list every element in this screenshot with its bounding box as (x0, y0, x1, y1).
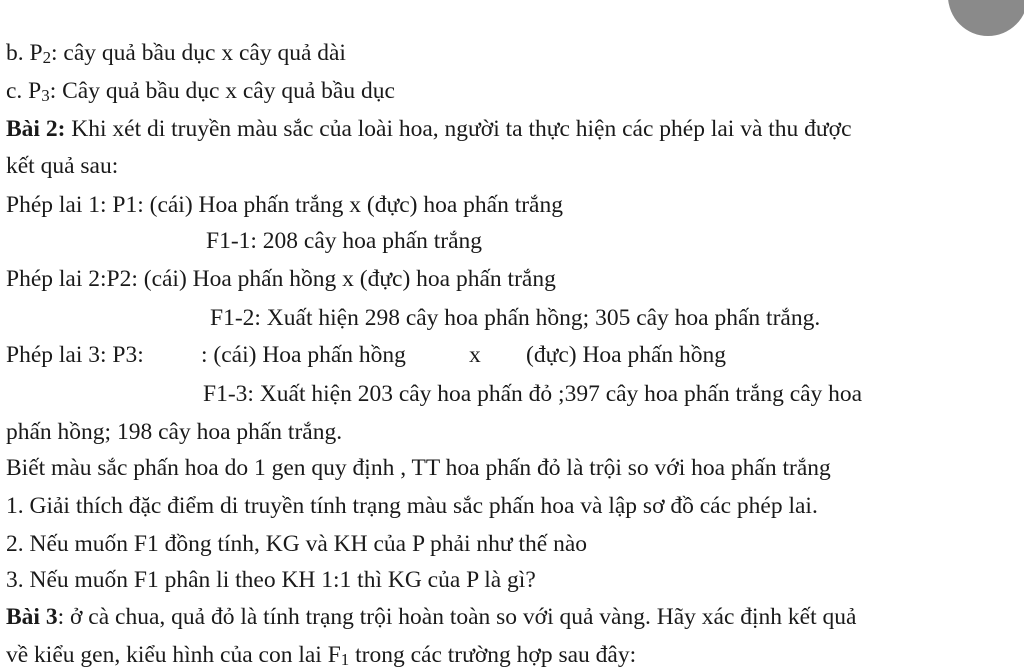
cross-3-x: x (469, 342, 481, 368)
exercise-2-intro: Khi xét di truyền màu sắc của loài hoa, người ta thực hiện các phép lai và thu được (65, 116, 852, 142)
exercise-3-subscript: 1 (340, 650, 350, 670)
case-b-text: : cây quả bầu dục x cây quả dài (51, 40, 346, 66)
case-b-subscript: 2 (42, 48, 52, 68)
question-1: 1. Giải thích đặc điểm di truyền tính trạng màu sắc phấn hoa và lập sơ đồ các phép lai. (6, 493, 818, 519)
exercise-3-intro: : ở cà chua, quả đỏ là tính trạng trội hoàn toàn so với quả vàng. Hãy xác định kết quả (57, 604, 857, 630)
corner-circle (948, 0, 1024, 36)
exercise-2-label: Bài 2: (6, 116, 66, 142)
question-3: 3. Nếu muốn F1 phân li theo KH 1:1 thì KG của P là gì? (6, 567, 536, 593)
case-c-prefix: c. P (6, 78, 42, 104)
given-info: Biết màu sắc phấn hoa do 1 gen quy định , TT hoa phấn đỏ là trội so với hoa phấn trắng (6, 455, 831, 481)
cross-2-offspring: F1-2: Xuất hiện 298 cây hoa phấn hồng; 305 cây hoa phấn trắng. (210, 305, 821, 331)
exercise-3-intro-cont (6, 640, 636, 670)
exercise-2-heading (6, 114, 852, 144)
cross-2-parents: Phép lai 2:P2: (cái) Hoa phấn hồng x (đực) hoa phấn trắng (6, 266, 556, 292)
cross-3-male: (đực) Hoa phấn hồng (526, 342, 727, 368)
cross-3-offspring-cont: phấn hồng; 198 cây hoa phấn trắng. (6, 419, 343, 445)
case-c-line (6, 76, 395, 106)
exercise-2-intro-cont: kết quả sau: (6, 153, 119, 179)
case-c-text: : Cây quả bầu dục x cây quả bầu dục (49, 78, 395, 104)
cross-1-parents: Phép lai 1: P1: (cái) Hoa phấn trắng x (đực) hoa phấn trắng (6, 192, 563, 218)
cross-3-offspring: F1-3: Xuất hiện 203 cây hoa phấn đỏ ;397 cây hoa phấn trắng cây hoa (203, 381, 863, 407)
question-2: 2. Nếu muốn F1 đồng tính, KG và KH của P phải như thế nào (6, 531, 588, 557)
exercise-3-heading (6, 602, 856, 632)
exercise-3-cont-text: trong các trường hợp sau đây: (349, 642, 637, 668)
case-b-line (6, 38, 346, 68)
cross-3-female: : (cái) Hoa phấn hồng (201, 342, 406, 368)
cross-3-label: Phép lai 3: P3: (6, 342, 144, 368)
cross-1-offspring: F1-1: 208 cây hoa phấn trắng (206, 228, 483, 254)
case-b-prefix: b. P (6, 40, 43, 66)
case-c-subscript: 3 (41, 86, 50, 106)
exercise-3-cont-prefix: về kiểu gen, kiểu hình của con lai F (6, 642, 341, 668)
exercise-3-label: Bài 3 (6, 604, 58, 630)
